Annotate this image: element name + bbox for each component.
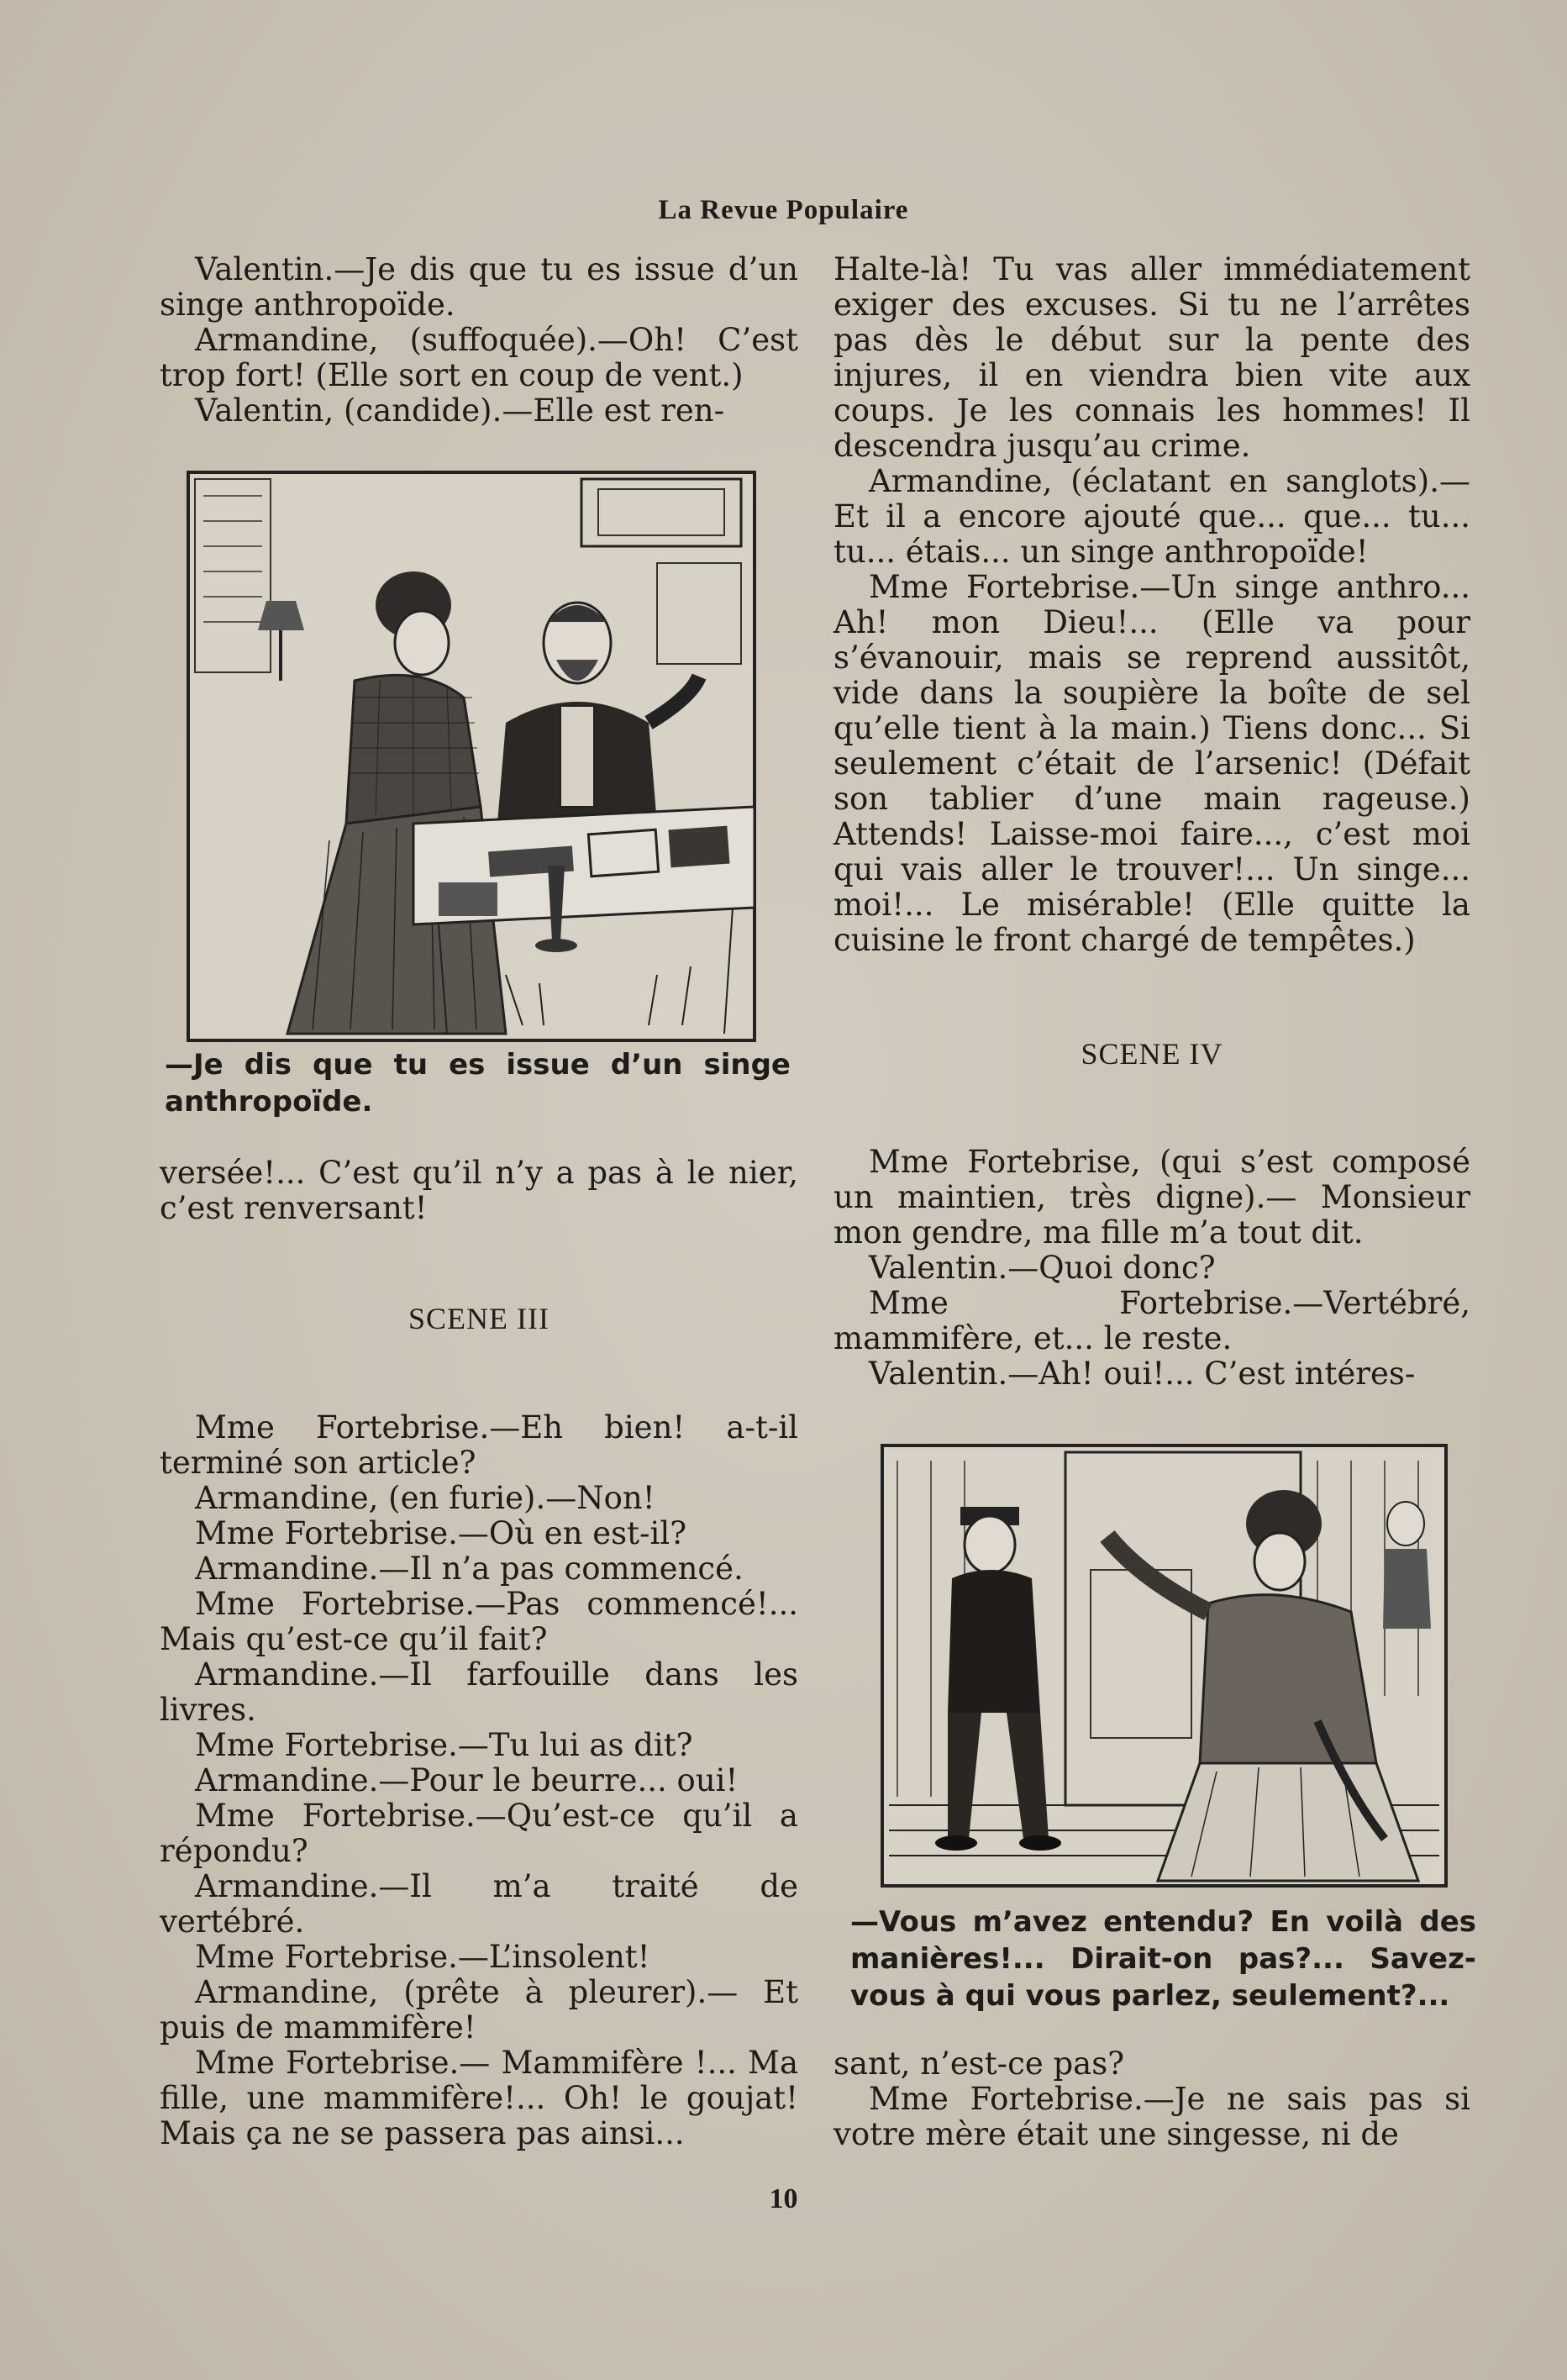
paragraph: Mme Fortebrise.—Qu’est-ce qu’il a répondu?: [160, 1798, 798, 1869]
paragraph: Mme Fortebrise, (qui s’est composé un maintien, très digne).— Monsieur mon gendre, ma fille m’a tout dit.: [833, 1144, 1470, 1251]
paragraph: Armandine, (en furie).—Non!: [195, 1480, 655, 1516]
paragraph: Mme Fortebrise.—Je ne sais pas si votre mère était une singesse, ni de: [833, 2081, 1470, 2152]
left-column-bottom: [160, 1410, 798, 2151]
running-header: La Revue Populaire: [658, 195, 909, 225]
scene-heading-4: SCENE IV: [1081, 1037, 1223, 1071]
paragraph: Armandine.—Il m’a traité de vertébré.: [160, 1868, 798, 1940]
paragraph: Mme Fortebrise.—Eh bien! a-t-il terminé son article?: [160, 1409, 798, 1481]
paragraph: Mme Fortebrise.—Vertébré, mammifère, et... le reste.: [833, 1285, 1470, 1356]
paragraph: Mme Fortebrise.—L’insolent!: [195, 1939, 650, 1975]
paragraph: Mme Fortebrise.—Un singe anthro... Ah! mon Dieu!... (Elle va pour s’évanouir, mais se reprend aussitôt, vide dans la soupière la boîte de sel qu’elle tient à la main.) Tiens donc... Si seulement c’était de l’arsenic! (Défait son tablier d’une main rageuse.) Attends! Laisse-moi faire..., c’est moi qui vais aller le trouver!... Un singe... moi!... Le misérable! (Elle quitte la cuisine le front chargé de tempêtes.): [833, 569, 1470, 958]
paragraph: Mme Fortebrise.—Où en est-il?: [195, 1515, 687, 1551]
paragraph: Armandine, (éclatant en sanglots).— Et il a encore ajouté que... que... tu... tu... étais... un singe anthropoïde!: [833, 463, 1470, 570]
paragraph: Valentin.—Quoi donc?: [869, 1250, 1216, 1286]
right-column-bottom: [833, 2046, 1470, 2152]
paragraph: Armandine, (prête à pleurer).— Et puis de mammifère!: [160, 1974, 798, 2046]
paragraph: Halte-là! Tu vas aller immédiatement exiger des excuses. Si tu ne l’arrêtes pas dès le début sur la pente des injures, il en viendra bien vite aux coups. Je les connais les hommes! Il descendra jusqu’au crime.: [833, 251, 1470, 464]
right-column-top: [833, 252, 1470, 958]
paragraph: versée!... C’est qu’il n’y a pas à le nier, c’est renversant!: [160, 1155, 798, 1226]
paragraph: Valentin.—Ah! oui!... C’est intéres-: [869, 1356, 1416, 1392]
paragraph: Armandine, (suffoquée).—Oh! C’est trop fort! (Elle sort en coup de vent.): [160, 322, 798, 393]
illustration-door-scene: [881, 1444, 1448, 1888]
paragraph: Armandine.—Il n’a pas commencé.: [195, 1551, 744, 1587]
paragraph: Mme Fortebrise.—Pas commencé!... Mais qu’est-ce qu’il fait?: [160, 1586, 798, 1657]
left-column-top: [160, 252, 798, 429]
illustration-caption-2: —Vous m’avez entendu? En voilà des manières!... Dirait-on pas?... Savez-vous à qui vous parlez, seulement?...: [850, 1905, 1476, 2013]
right-column-mid: [833, 1145, 1470, 1392]
paragraph: Mme Fortebrise.—Tu lui as dit?: [195, 1727, 693, 1763]
left-column-mid: [160, 1156, 798, 1226]
paragraph: Valentin, (candide).—Elle est ren-: [195, 392, 725, 429]
paragraph: sant, n’est-ce pas?: [833, 2046, 1125, 2082]
paragraph: Valentin.—Je dis que tu es issue d’un singe anthropoïde.: [160, 251, 798, 323]
page-number: 10: [769, 2183, 798, 2214]
paragraph: Armandine.—Il farfouille dans les livres.: [160, 1656, 798, 1728]
scene-heading-3: SCENE III: [408, 1302, 550, 1335]
illustration-caption-1: —Je dis que tu es issue d’un singe anthropoïde.: [165, 1048, 791, 1119]
paragraph: Armandine.—Pour le beurre... oui!: [195, 1762, 739, 1798]
paragraph: Mme Fortebrise.— Mammifère !... Ma fille, une mammifère!... Oh! le goujat! Mais ça ne se passera pas ainsi...: [160, 2045, 798, 2151]
illustration-dining-scene: [187, 471, 756, 1042]
